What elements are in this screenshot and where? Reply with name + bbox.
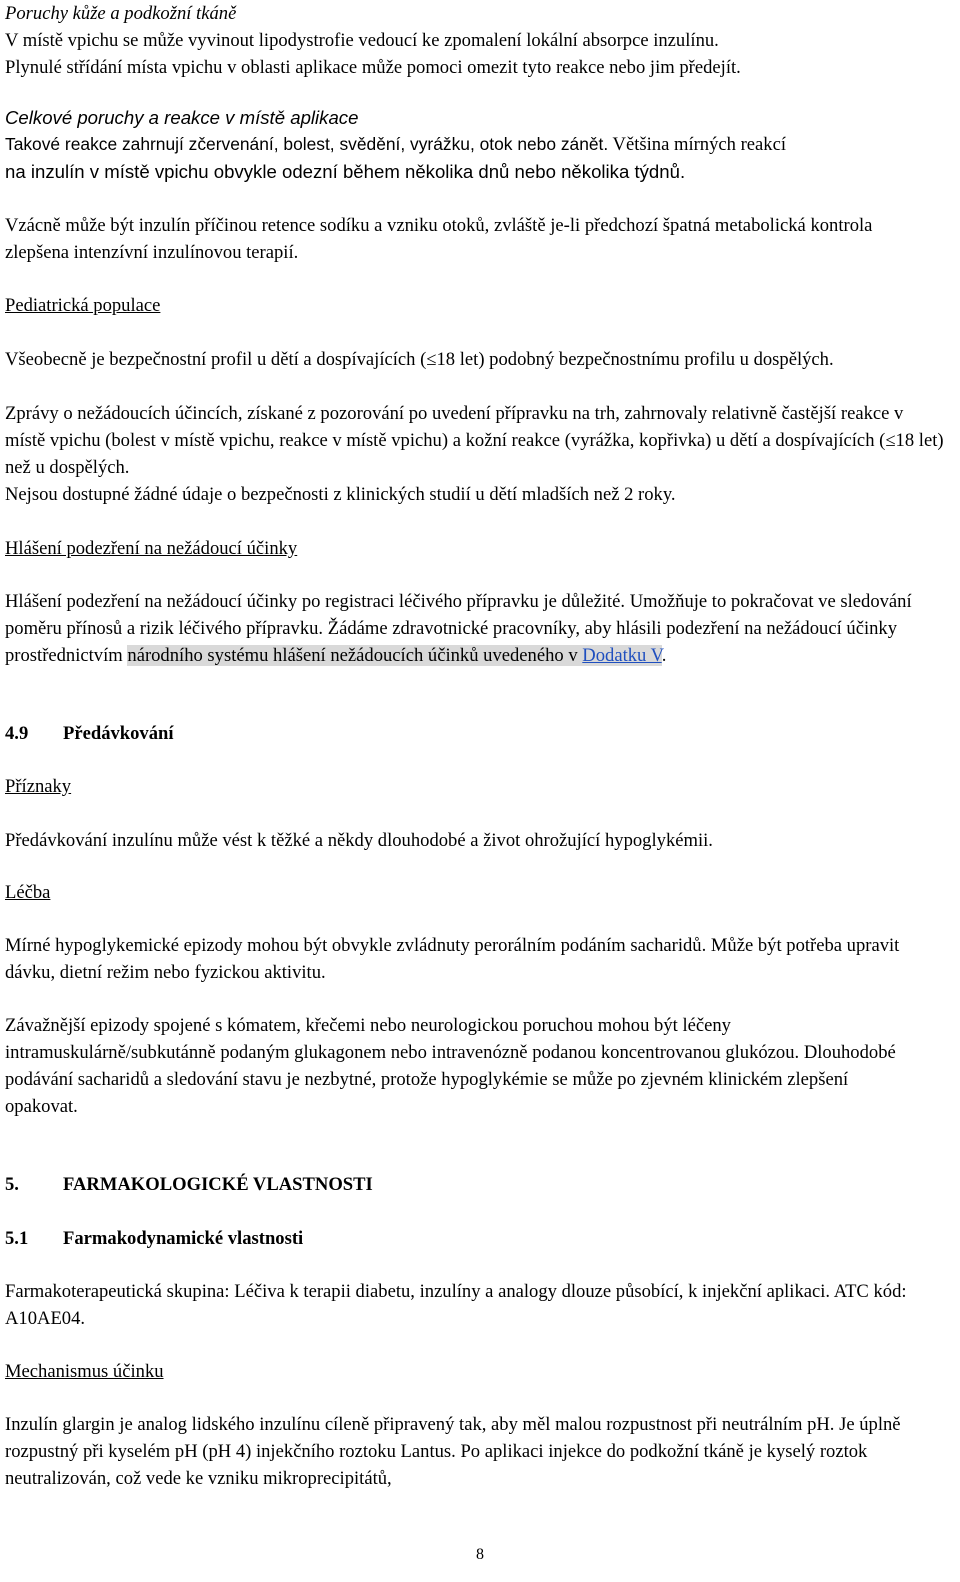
section-number: 5.: [5, 1174, 19, 1195]
section-4-9-heading: [5, 720, 174, 747]
page-number: 8: [476, 1546, 484, 1563]
pharmacotherapeutic-group: Farmakoterapeutická skupina: Léčiva k terapii diabetu, inzulíny a analogy dlouze působící, k injekční aplikaci. ATC kód: A10AE04.: [5, 1281, 907, 1329]
section-5-1-heading: [5, 1225, 303, 1252]
mechanism-paragraph: Inzulín glargin je analog lidského inzulínu cíleně připravený tak, aby měl malou rozpustnost při neutrálním pH. Je úplně rozpustný při kyselém pH (pH 4) injekčního roztoku Lantus. Po aplikaci injekce do podkožní tkáně je kyselý roztok neutralizován, což vede ke vzniku mikroprecipitátů,: [5, 1414, 901, 1489]
pediatric-paragraph-1: Všeobecně je bezpečnostní profil u dětí a dospívajících (≤18 let) podobný bezpečnostnímu profilu u dospělých.: [5, 349, 834, 370]
pediatric-heading: Pediatrická populace: [5, 295, 161, 316]
sodium-paragraph: Vzácně může být inzulín příčinou retence sodíku a vzniku otoků, zvláště je-li předchozí špatná metabolická kontrola zlepšena intenzívní inzulínovou terapií.: [5, 215, 873, 263]
general-line-2: na inzulín v místě vpichu obvykle odezní během několika dnů nebo několika týdnů.: [5, 161, 686, 182]
pediatric-paragraph-3: Nejsou dostupné žádné údaje o bezpečnosti z klinických studií u dětí mladších než 2 roky.: [5, 484, 676, 505]
treatment-paragraph-1: Mírné hypoglykemické epizody mohou být obvykle zvládnuty perorálním podáním sacharidů. Může být potřeba upravit dávku, dietní režim nebo fyzickou aktivitu.: [5, 935, 900, 983]
pediatric-paragraph-2: Zprávy o nežádoucích účincích, získané z pozorování po uvedení přípravku na trh, zahrnovaly relativně častější reakce v místě vpichu (bolest v místě vpichu, reakce v místě vpichu) a kožní reakce (vyrážka, kopřivka) u dětí a dospívajících (≤18 let) než u dospělých.: [5, 403, 944, 478]
section-5-heading: [5, 1171, 373, 1198]
section-title: Předávkování: [63, 723, 174, 744]
reporting-highlight: národního systému hlášení nežádoucích účinků uvedeného v: [127, 645, 583, 666]
general-line-1: [5, 131, 945, 158]
reporting-text-end: .: [661, 645, 667, 666]
skin-heading: Poruchy kůže a podkožní tkáně: [5, 3, 237, 24]
reporting-heading: Hlášení podezření na nežádoucí účinky: [5, 538, 298, 559]
skin-line-2: Plynulé střídání místa vpichu v oblasti aplikace může pomoci omezit tyto reakce nebo jim předejít.: [5, 57, 741, 78]
general-line-1-rest: Většina mírných reakcí: [608, 134, 787, 155]
section-number: 4.9: [5, 723, 29, 744]
reporting-text: Hlášení podezření na nežádoucí účinky po registraci léčivého přípravku je důležité. Umožňuje to pokračovat ve sledování poměru přínosů a rizik léčivého přípravku. Žádáme zdravotnické pracovníky, aby hlásili podezření na nežádoucí účinky prostřednictvím: [5, 591, 912, 666]
reporting-paragraph: [5, 588, 945, 669]
symptoms-heading: Příznaky: [5, 776, 72, 797]
section-number: 5.1: [5, 1228, 29, 1249]
treatment-paragraph-2: Závažnější epizody spojené s kómatem, křečemi nebo neurologickou poruchou mohou být léčeny intramuskulárně/subkutánně podaným glukagonem nebo intravenózně podanou koncentrovanou glukózou. Dlouhodobé podávání sacharidů a sledování stavu je nezbytné, protože hypoglykémie se může po zjevném klinickém zlepšení opakovat.: [5, 1015, 896, 1117]
mechanism-heading: Mechanismus účinku: [5, 1361, 164, 1382]
section-title: Farmakodynamické vlastnosti: [63, 1228, 304, 1249]
section-title: FARMAKOLOGICKÉ VLASTNOSTI: [63, 1174, 373, 1195]
general-heading: Celkové poruchy a reakce v místě aplikace: [5, 107, 359, 128]
annex-v-link[interactable]: Dodatku V: [582, 645, 662, 666]
skin-line-1: V místě vpichu se může vyvinout lipodystrofie vedoucí ke zpomalení lokální absorpce inzulínu.: [5, 30, 719, 51]
general-line-1-sans: Takové reakce zahrnují zčervenání, bolest, svědění, vyrážku, otok nebo zánět.: [5, 134, 609, 154]
treatment-heading: Léčba: [5, 882, 51, 903]
symptoms-paragraph: Předávkování inzulínu může vést k těžké a někdy dlouhodobé a život ohrožující hypoglykémii.: [5, 830, 713, 851]
